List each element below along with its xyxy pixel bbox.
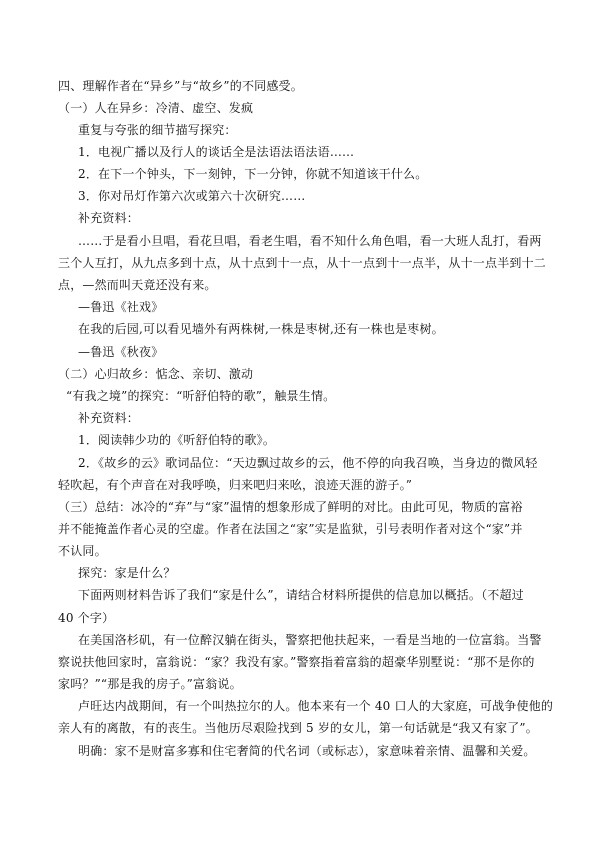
attribution: —鲁迅《社戏》 (78, 300, 164, 314)
paragraph-line: 察说扶他回家时，富翁说：“家？我没有家。”警察指着富翁的超豪华别墅说：“那不是你的 (58, 655, 535, 669)
paragraph-line: 轻吹起，有个声音在对我呼唤，归来吧归来吆，浪迹天涯的游子。” (58, 478, 413, 492)
paragraph-line: “有我之境”的探究：“听舒伯特的歌”，触景生情。 (66, 389, 336, 403)
paragraph-line: 在美国洛杉矶，有一位醉汉躺在街头，警察把他扶起来，一看是当地的一位富翁。当警 (78, 633, 542, 647)
paragraph-line: 并不能掩盖作者心灵的空虚。作者在法国之“家”实是监狱，引号表明作者对这个“家”并 (58, 522, 523, 536)
list-item: 1．电视广播以及行人的谈话全是法语法语法语…… (78, 145, 355, 159)
paragraph-line: 卢旺达内战期间，有一个叫热拉尔的人。他本来有一个 40 口人的大家庭，可战争使他的 (78, 699, 554, 713)
attribution: —鲁迅《秋夜》 (78, 345, 164, 359)
paragraph-line: 下面两则材料告诉了我们“家是什么”，请结合材料所提供的信息加以概括。（不超过 (78, 588, 524, 602)
paragraph-line: 家吗？”“那是我的房子。”富翁说。 (58, 677, 242, 691)
quote-line: 点，—然而叫天竟还没有来。 (58, 278, 217, 292)
paragraph-line: 明确：家不是财富多寡和住宅奢简的代名词（或标志），家意味着亲情、温馨和关爱。 (78, 744, 536, 758)
paragraph-line: 补充资料： (78, 411, 140, 425)
list-item: 1．阅读韩少功的《听舒伯特的歌》。 (78, 433, 276, 447)
quote-line: 三个人互打，从九点多到十点，从十点到十一点，从十一点到十一点半，从十一点半到十二 (58, 256, 547, 270)
list-item: 3．你对吊灯作第六次或第六十次研究…… (78, 189, 306, 203)
quote-line: ……于是看小旦唱，看花旦唱，看老生唱，看不知什么角色唱，看一大班人乱打，看两 (78, 234, 542, 248)
list-item: 2．在下一个钟头，下一刻钟，下一分钟，你就不知道该干什么。 (78, 167, 428, 181)
paragraph-line: 补充资料： (78, 211, 140, 225)
quote-line: 在我的后园,可以看见墙外有两株树,一株是枣树,还有一株也是枣树。 (78, 322, 444, 336)
paragraph-line: 重复与夸张的细节描写探究： (78, 123, 237, 137)
subsection-heading-3: （三）总结：冰冷的“弃”与“家”温情的想象形成了鲜明的对比。由此可见，物质的富裕 (58, 500, 523, 514)
paragraph-line: 探究：家是什么？ (78, 566, 176, 580)
paragraph-line: 亲人有的离散，有的丧生。当他历尽艰险找到 5 岁的女儿，第一句话就是“我又有家了”。 (58, 721, 538, 735)
section-heading-4: 四、理解作者在“异乡”与“故乡”的不同感受。 (58, 79, 303, 93)
paragraph-line: 40 个字） (58, 611, 115, 625)
list-item: 2．《故乡的云》歌词品位：“天边飘过故乡的云，他不停的向我召唤，当身边的微风轻 (78, 456, 538, 470)
paragraph-line: 不认同。 (58, 544, 107, 558)
subsection-heading-2: （二）心归故乡：惦念、亲切、激动 (58, 367, 254, 381)
subsection-heading-1: （一）人在异乡：冷清、虚空、发疯 (58, 101, 254, 115)
